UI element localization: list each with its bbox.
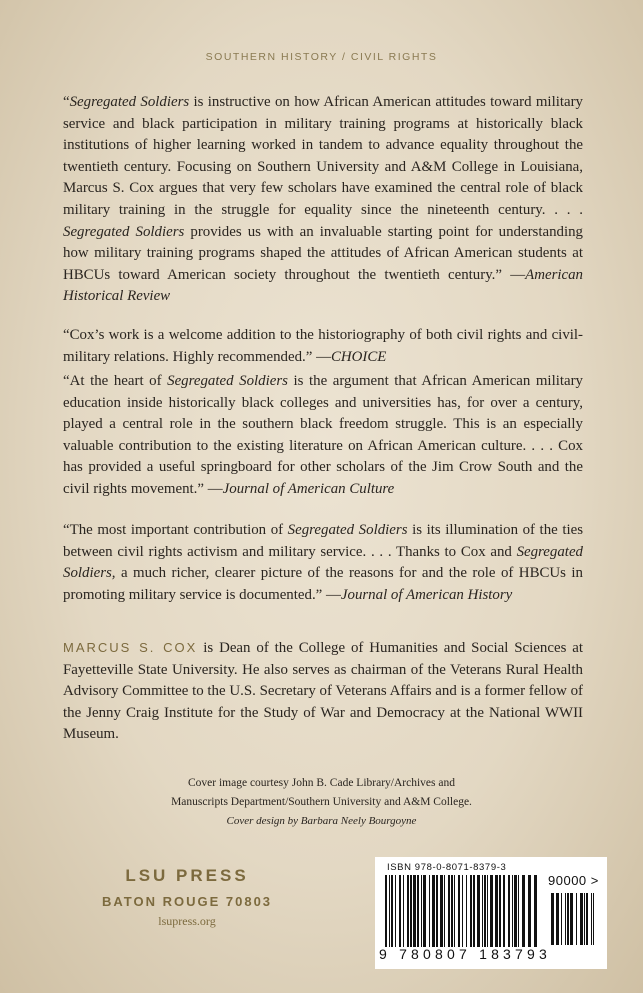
barcode-bar: [499, 875, 501, 947]
price-code: 90000 >: [548, 873, 599, 888]
publisher-block: [82, 866, 292, 929]
barcode-bar: [421, 875, 422, 947]
quote-text: is instructive on how African American attitudes toward military service and black participation in military training programs at historically black institutions of higher learning worked in tandem to advance equality throughout the twentieth century. Focusing on Southern University and A&M College in Louisiana, Marcus S. Cox argues that very few scholars have examined the central role of black military training in the struggle for equality since the nineteenth century. . . .: [63, 94, 583, 218]
book-title: Segregated Soldiers: [167, 373, 288, 389]
barcode-bar: [580, 893, 583, 945]
review-quote-1: [63, 92, 583, 308]
ean-barcode-bars: [381, 875, 541, 947]
barcode-bar: [385, 875, 387, 947]
review-quote-2: [63, 325, 583, 368]
credit-line: Manuscripts Department/Southern University and A&M College.: [171, 796, 472, 808]
quote-text: “The most important contribution of: [63, 522, 288, 538]
barcode-bar: [429, 875, 430, 947]
barcode-bar: [495, 875, 498, 947]
barcode-bar: [591, 893, 592, 945]
barcode-bar: [413, 875, 416, 947]
quote-text: a much richer, clearer picture of the reasons for and the role of HBCUs in promoting military service is documented.” —: [63, 565, 583, 603]
barcode-bar: [473, 875, 475, 947]
author-name: MARCUS S. COX: [63, 640, 198, 655]
review-quote-3: [63, 371, 583, 501]
quote-text: “Cox’s work is a welcome addition to the historiography of both civil rights and civil-military relations. Highly recommended.” —: [63, 327, 583, 365]
barcode-bar: [432, 875, 435, 947]
quote-text: is its illumination of the ties between civil rights activism and military service. . . . Thanks to Cox and: [63, 522, 583, 560]
barcode-bar: [482, 875, 483, 947]
barcode-bar: [477, 875, 480, 947]
review-quote-4: [63, 520, 583, 606]
price-barcode-bars: [547, 893, 599, 945]
barcode-bar: [503, 875, 505, 947]
barcode-bar: [389, 875, 390, 947]
barcode-bar: [448, 875, 450, 947]
barcode-bar: [399, 875, 401, 947]
ean-digits: 9 780807 183793: [379, 946, 551, 962]
barcode-bar: [458, 875, 460, 947]
category-label: SOUTHERN HISTORY / CIVIL RIGHTS: [205, 51, 438, 63]
quote-source: Journal of American Culture: [222, 480, 395, 497]
barcode-bar: [466, 875, 467, 947]
credit-line: Cover image courtesy John B. Cade Library/Archives and: [188, 777, 455, 789]
barcode-bar: [567, 893, 569, 945]
barcode-bar: [490, 875, 493, 947]
quote-source: American Historical Review: [63, 266, 583, 305]
barcode-bar: [570, 893, 573, 945]
barcode-bar: [528, 875, 531, 947]
quote-text: “: [63, 94, 70, 110]
isbn-barcode: [375, 857, 607, 969]
quote-text: “At the heart of: [63, 373, 168, 389]
quote-text: provides us with an invaluable starting point for understanding how military training programs shaped the attitudes of African American students at HBCUs toward American society throughout the twentieth century.” —: [63, 223, 583, 283]
cover-design-credit: Cover design by Barbara Neely Bourgoyne: [226, 815, 417, 827]
barcode-bar: [407, 875, 409, 947]
barcode-bar: [576, 893, 577, 945]
isbn-number: ISBN 978-0-8071-8379-3: [387, 862, 507, 873]
barcode-bar: [565, 893, 566, 945]
barcode-bar: [514, 875, 517, 947]
barcode-bar: [586, 893, 588, 945]
barcode-bar: [508, 875, 510, 947]
barcode-bar: [423, 875, 426, 947]
barcode-bar: [454, 875, 455, 947]
barcode-bar: [403, 875, 404, 947]
quote-text: is the argument that African American military education inside historically black colleges and universities has, for over a century, played a central role in the southern black freedom struggle. This is an especially valuable contribution to the existing literature on African American culture. . . . Cox has provided a useful springboard for other scholars of the Jim Crow South and the civil rights movement.” —: [63, 373, 583, 497]
book-title: Segregated Soldiers,: [63, 543, 583, 582]
barcode-bar: [444, 875, 445, 947]
quote-source: CHOICE: [330, 348, 387, 365]
barcode-bar: [551, 893, 554, 945]
barcode-bar: [487, 875, 488, 947]
barcode-bar: [512, 875, 513, 947]
barcode-bar: [391, 875, 393, 947]
barcode-bar: [593, 893, 594, 945]
publisher-url[interactable]: lsupress.org: [158, 914, 216, 928]
book-title: Segregated Soldiers: [63, 223, 185, 240]
cover-image-credit: [0, 774, 643, 812]
barcode-bar: [470, 875, 472, 947]
barcode-bar: [451, 875, 453, 947]
barcode-bar: [462, 875, 463, 947]
publisher-name: LSU PRESS: [125, 866, 249, 885]
publisher-city: BATON ROUGE 70803: [101, 894, 273, 909]
barcode-bar: [534, 875, 537, 947]
barcode-bar: [417, 875, 419, 947]
quote-source: Journal of American History: [340, 586, 513, 603]
barcode-bar: [436, 875, 438, 947]
book-title: Segregated Soldiers: [287, 522, 408, 538]
barcode-bar: [561, 893, 562, 945]
barcode-bar: [484, 875, 486, 947]
barcode-bar: [395, 875, 396, 947]
barcode-bar: [518, 875, 519, 947]
barcode-bar: [584, 893, 585, 945]
barcode-bar: [410, 875, 412, 947]
author-bio-text: is Dean of the College of Humanities and Social Sciences at Fayetteville State University. He also serves as chairman of the Veterans Rural Health Advisory Committee to the U.S. Secretary of Veterans Affairs and is a former fellow of the Jenny Craig Institute for the Study of War and Democracy at the National WWII Museum.: [63, 640, 584, 743]
barcode-bar: [556, 893, 559, 945]
barcode-bar: [522, 875, 525, 947]
barcode-bar: [440, 875, 443, 947]
book-title: Segregated Soldiers: [69, 94, 190, 110]
author-bio: [63, 637, 583, 746]
